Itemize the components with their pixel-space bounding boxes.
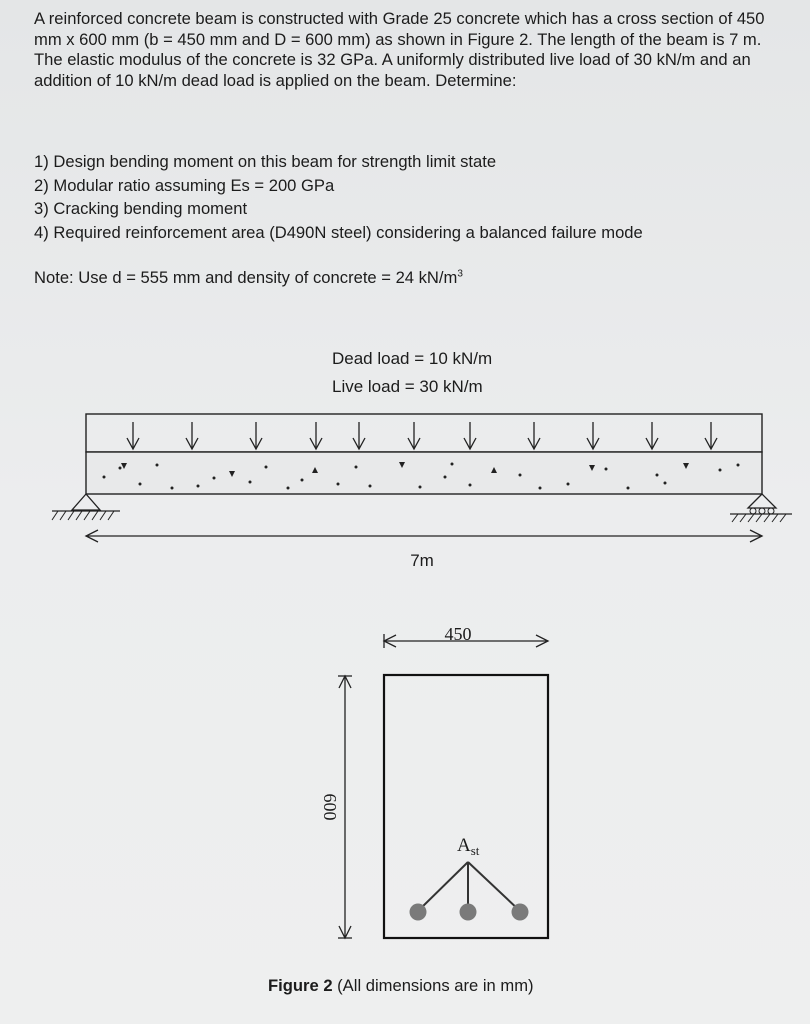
aggregate-dot [719,469,722,472]
load-arrow [587,422,599,449]
aggregate-dot [249,481,252,484]
load-arrow [646,422,658,449]
aggregate-dot [119,467,122,470]
load-arrow [464,422,476,449]
load-arrows [127,422,717,449]
aggregate-dot [419,486,422,489]
load-arrow [353,422,365,449]
load-arrow [127,422,139,449]
aggregate-dot [664,482,667,485]
width-label: 450 [444,624,472,644]
right-support [730,494,792,522]
problem-statement: A reinforced concrete beam is constructed with Grade 25 concrete which has a cross section of 450 mm x 600 mm (b = 450 mm and D = 600 mm) as shown in Figure 2. The length of the beam is 7 m. The elastic modulus of the concrete is 32 GPa. A uniformly distributed live load of 30 kN/m and an addition of 10 kN/m dead load is applied on the beam. Determine: [34,9,765,90]
span-dimension [86,530,762,542]
aggregate-dot [567,483,570,486]
question-2: 2) Modular ratio assuming Es = 200 GPa [34,175,335,195]
aggregate-dot [337,483,340,486]
steel-area-label [457,835,480,858]
aggregate-dot [103,476,106,479]
span-label: 7m [410,551,434,570]
height-label: 600 [320,793,340,821]
steel-label-sub: st [470,843,480,858]
caption-rest: (All dimensions are in mm) [332,976,534,995]
aggregate-dot [287,487,290,490]
aggregate-dot [605,468,608,471]
aggregate-dot [213,477,216,480]
rebar-left [410,904,427,921]
note-superscript: 3 [457,268,463,280]
figure-caption [268,976,534,996]
aggregate-dot [519,474,522,477]
aggregate-dot [627,487,630,490]
aggregate-dot [301,479,304,482]
question-1: 1) Design bending moment on this beam for strength limit state [34,152,497,171]
load-arrow [250,422,262,449]
caption-bold: Figure 2 [268,976,333,995]
note-text: Note: Use d = 555 mm and density of concrete = 24 kN/m [34,268,458,287]
dead-load-label: Dead load = 10 kN/m [332,349,493,368]
question-4: 4) Required reinforcement area (D490N steel) considering a balanced failure mode [34,222,643,242]
aggregate-dot [539,487,542,490]
cross-section [384,675,548,938]
aggregate-dot [197,485,200,488]
aggregate-dot [444,476,447,479]
aggregate-dot [469,484,472,487]
aggregate-dot [656,474,659,477]
load-arrow [705,422,717,449]
aggregate-dot [737,464,740,467]
load-arrow [408,422,420,449]
aggregate-dot [156,464,159,467]
question-3: 3) Cracking bending moment [34,199,248,218]
aggregate-dot [171,487,174,490]
aggregate-dot [265,466,268,469]
aggregate-dot [451,463,454,466]
live-load-label: Live load = 30 kN/m [332,377,483,396]
load-arrow [186,422,198,449]
aggregate-dot [355,466,358,469]
aggregate-dot [139,483,142,486]
beam-body [86,452,762,494]
load-arrow [310,422,322,449]
rebar-center [460,904,477,921]
load-arrow [528,422,540,449]
steel-label-main: A [457,835,471,856]
rebar-right [512,904,529,921]
aggregate-dot [369,485,372,488]
left-support [52,494,120,520]
load-zone-box [86,414,762,452]
